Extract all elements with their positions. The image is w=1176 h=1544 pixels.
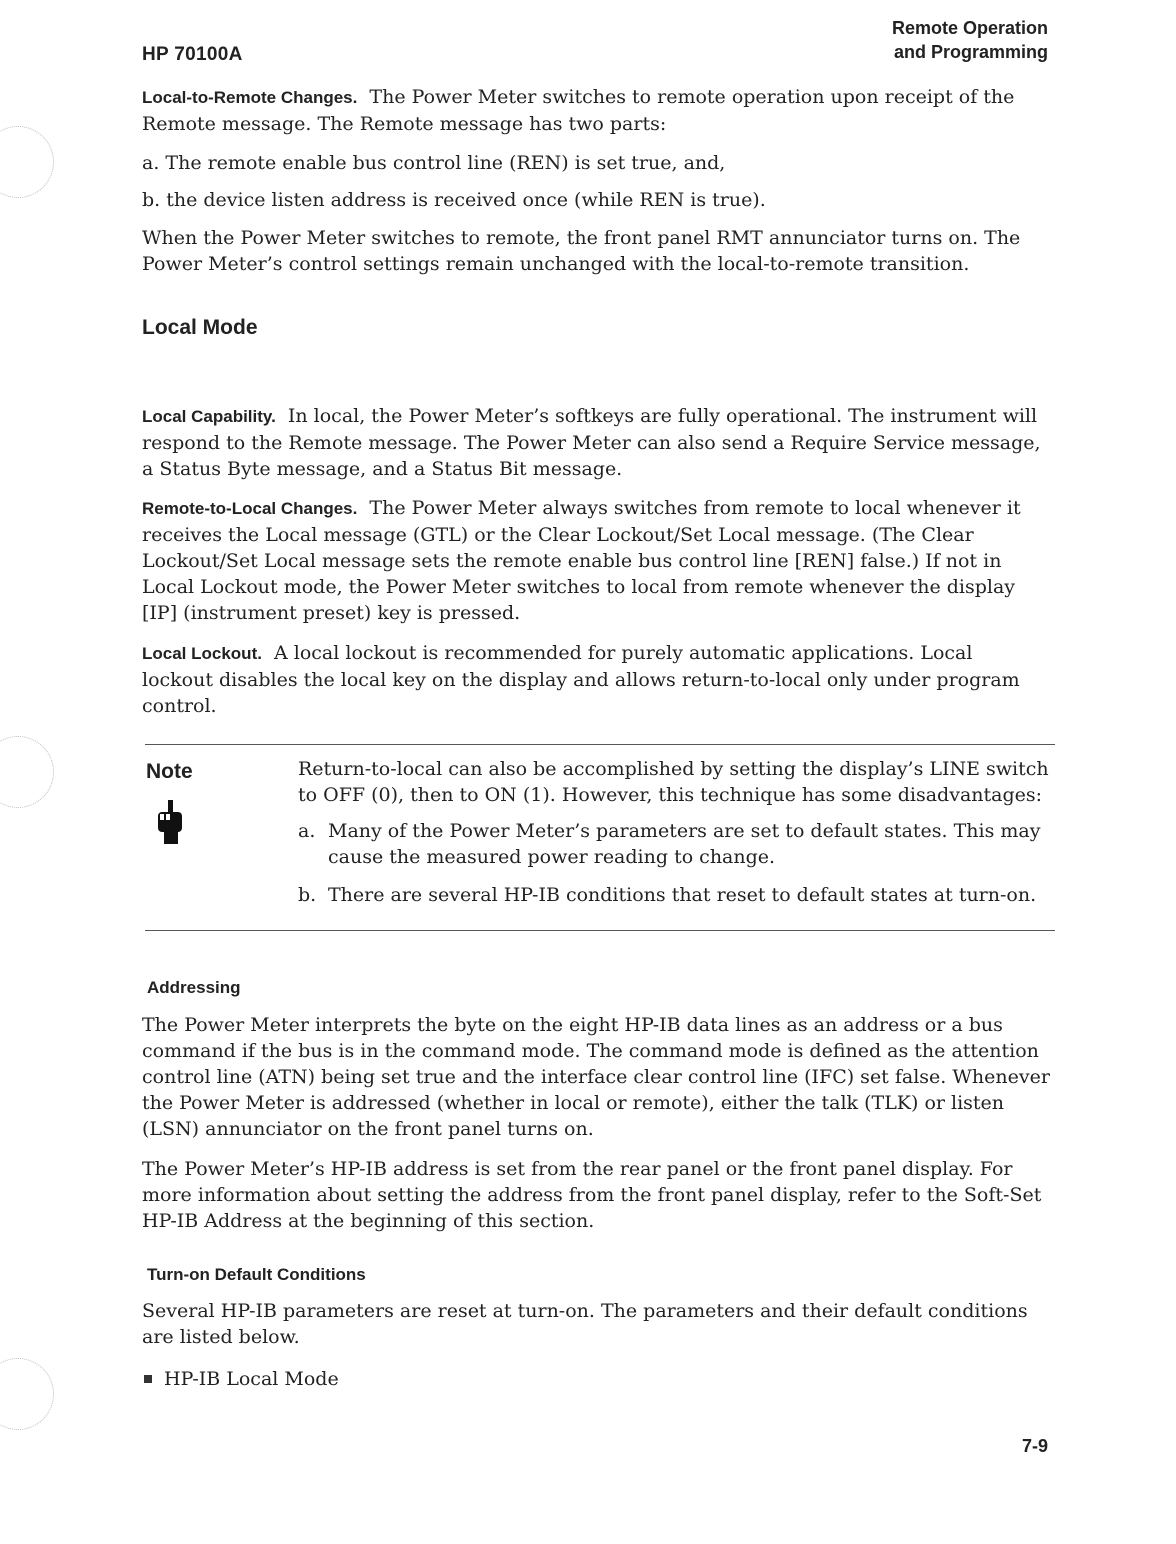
- turn-on-paragraph: Several HP-IB parameters are reset at turn-on. The parameters and their default conditions are listed below.: [142, 1300, 1028, 1348]
- local-to-remote-item-b: b. the device listen address is received once (while REN is true).: [142, 189, 766, 211]
- remote-to-local-text: The Power Meter always switches from remote to local whenever it receives the Local message (GTL) or the Clear Lockout/Set Local message. (The Clear Lockout/Set Local message sets the remote enable bus control line [REN] false.) If not in Local Lockout mode, the Power Meter switches to local from remote whenever the display [IP] (instrument preset) key is pressed.: [142, 497, 1021, 624]
- local-lockout-title: Local Lockout.: [142, 644, 262, 663]
- turn-on-bullet-text: HP-IB Local Mode: [164, 1368, 339, 1390]
- binder-hole: [0, 1358, 54, 1430]
- local-capability-title: Local Capability.: [142, 407, 276, 426]
- note-bottom-rule: [145, 930, 1055, 931]
- page-number: 7-9: [1021, 1436, 1048, 1456]
- local-lockout-text: A local lockout is recommended for purely automatic applications. Local lockout disables the local key on the display and allows return-to-local only under program control.: [142, 642, 1020, 717]
- note-item-b-marker: b.: [298, 884, 317, 906]
- addressing-heading: Addressing: [147, 978, 241, 997]
- local-to-remote-paragraph: [142, 84, 1042, 137]
- note-text: Return-to-local can also be accomplished by setting the display’s LINE switch to OFF (0), then to ON (1). However, this technique has some disadvantages:: [298, 758, 1049, 806]
- local-to-remote-title: Local-to-Remote Changes.: [142, 88, 358, 107]
- binder-hole: [0, 736, 54, 808]
- local-to-remote-after: When the Power Meter switches to remote, the front panel RMT annunciator turns on. The Power Meter’s control settings remain unchanged with the local-to-remote transition.: [142, 227, 1021, 275]
- local-mode-heading: Local Mode: [142, 316, 258, 339]
- note-item-b: [298, 882, 1058, 908]
- addressing-paragraph-1: The Power Meter interprets the byte on the eight HP-IB data lines as an address or a bus command if the bus is in the command mode. The command mode is defined as the attention control line (ATN) being set true and the interface clear control line (IFC) set false. Whenever the Power Meter is addressed (whether in local or remote), either the talk (TLK) or listen (LSN) annunciator on the front panel turns on.: [142, 1014, 1050, 1140]
- remote-to-local-paragraph: [142, 495, 1042, 626]
- note-item-b-text: There are several HP-IB conditions that reset to default states at turn-on.: [328, 884, 1037, 906]
- addressing-paragraph-2: The Power Meter’s HP-IB address is set from the rear panel or the front panel display. For more information about setting the address from the front panel display, refer to the Soft-Set HP-IB Address at the beginning of this section.: [142, 1158, 1042, 1232]
- note-label: Note: [146, 760, 193, 783]
- local-capability-paragraph: [142, 403, 1042, 482]
- header-section-line2: and Programming: [893, 42, 1048, 62]
- local-capability-text: In local, the Power Meter’s softkeys are fully operational. The instrument will respond to the Remote message. The Power Meter can also send a Require Service message, a Status Byte message, and a Status Bit message.: [142, 405, 1041, 480]
- bullet-square-icon: [144, 1375, 152, 1383]
- local-lockout-paragraph: [142, 640, 1042, 719]
- note-item-a: [298, 818, 1058, 870]
- binder-hole: [0, 126, 54, 198]
- remote-to-local-title: Remote-to-Local Changes.: [142, 499, 358, 518]
- header-section: [892, 16, 1048, 64]
- note-item-a-text: Many of the Power Meter’s parameters are set to default states. This may cause the measured power reading to change.: [328, 820, 1041, 868]
- header-section-line1: Remote Operation: [891, 18, 1048, 38]
- pointing-hand-icon: [154, 800, 188, 850]
- turn-on-bullet-item: [142, 1366, 1042, 1392]
- local-to-remote-text: The Power Meter switches to remote operation upon receipt of the Remote message. The Remote message has two parts:: [142, 86, 1015, 135]
- turn-on-heading: Turn-on Default Conditions: [147, 1265, 366, 1284]
- note-item-a-marker: a.: [298, 820, 316, 842]
- note-top-rule: [145, 744, 1055, 745]
- local-to-remote-item-a: a. The remote enable bus control line (REN) is set true, and,: [142, 152, 726, 174]
- header-model: HP 70100A: [142, 44, 243, 65]
